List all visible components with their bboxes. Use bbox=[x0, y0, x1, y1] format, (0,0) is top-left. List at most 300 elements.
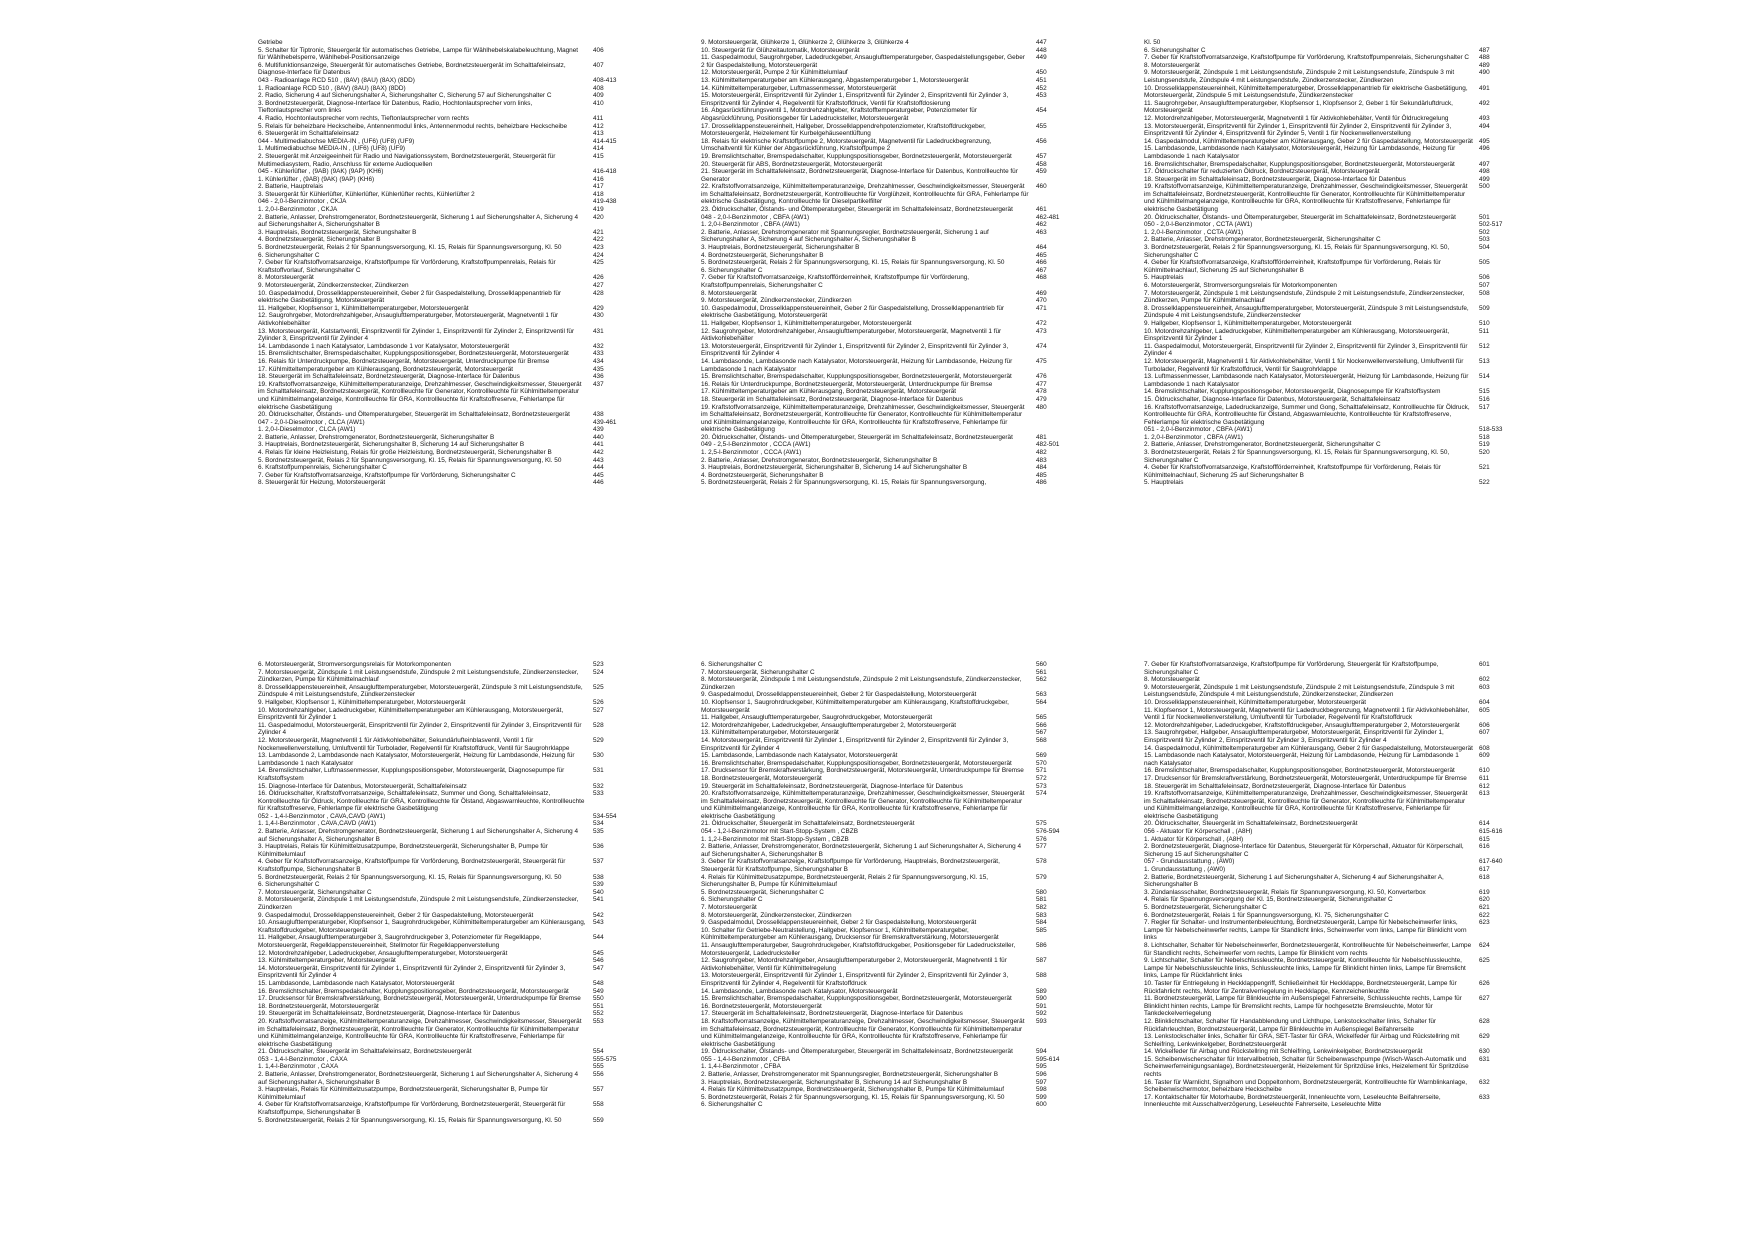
entry-text: 2. Batterie, Anlasser, Drehstromgenerator, Bordnetzsteuergerät, Sicherung 1 auf Sicherungshalter A, Sicherung 4 auf Sicherungshalter A, Sicherungshalter B bbox=[701, 843, 1022, 858]
index-entry bbox=[701, 843, 1070, 858]
entry-text: 11. Klopfsensor 1, Motorsteuergerät, Magnetventil für Ladedruckbegrenzung, Magnetventil 1 für Aktivkohlebehälter, Ventil 1 für Nockenwellenverstellung, Umluftventil für Turbolader, Regelventil für Kraftstoffdruck bbox=[1144, 706, 1470, 722]
entry-page: 427 bbox=[593, 282, 604, 289]
entry-text: 12. Saugrohrgeber, Motordrehzahlgeber, Ansauglufttemperaturgeber 2, Motorsteuergerät, Magnetventil 1 für Aktivkohlebehälter, Ventil für Kühlmittelregelung bbox=[701, 957, 1007, 972]
entry-page: 435 bbox=[593, 365, 604, 373]
index-entry bbox=[258, 328, 627, 343]
index-entry bbox=[258, 934, 627, 949]
entry-text: 057 - Grundausstattung , (AW0) bbox=[1144, 858, 1235, 866]
index-entry bbox=[258, 889, 627, 897]
entry-text: 2. Batterie, Bordnetzsteuergerät, Sicherung 1 auf Sicherungshalter A, Sicherung 4 auf Sicherungshalter A, Sicherungshalter B bbox=[1144, 873, 1444, 889]
entry-text: 21. Steuergerät im Schalttafeleinsatz, Bordnetzsteuergerät, Diagnose-Interface für Datenbus, Kontrollleuchte für Generator bbox=[701, 168, 1018, 183]
index-entry bbox=[258, 85, 627, 93]
index-entry bbox=[701, 85, 1070, 93]
entry-text: 11. Hallgeber, Ansauglufttemperaturgeber, Saugrohrdruckgeber, Motorsteuergerät bbox=[701, 714, 933, 722]
index-entry bbox=[701, 381, 1070, 389]
entry-page: 480 bbox=[1036, 403, 1047, 411]
entry-page: 406 bbox=[593, 46, 604, 54]
entry-text: 051 - 2,0-l-Benzinmotor , CBFA (AW1) bbox=[1144, 426, 1253, 434]
index-entry bbox=[258, 1048, 627, 1056]
index-entry bbox=[258, 229, 627, 237]
entry-text: 3. Bordnetzsteuergerät, Diagnose-Interface für Datenbus, Radio, Hochtonlautsprecher vorn links, Tieftonlautsprecher vorn links bbox=[258, 99, 533, 115]
entry-page: 490 bbox=[1479, 69, 1490, 77]
index-entry bbox=[1144, 995, 1513, 1018]
entry-text: 20. Öldruckschalter, Steuergerät im Schalttafeleinsatz, Bordnetzsteuergerät bbox=[1144, 820, 1358, 828]
index-entry bbox=[1144, 305, 1513, 320]
entry-text: 16. Bremslichtschalter, Bremspedalschalter, Kupplungspositionsgeber, Bordnetzsteuergerät, Motorsteuergerät bbox=[258, 987, 569, 995]
index-entry bbox=[258, 858, 627, 873]
index-entry bbox=[258, 366, 627, 374]
index-entry bbox=[701, 54, 1070, 69]
index-entry bbox=[258, 214, 627, 229]
entry-text: 11. Hallgeber, Ansauglufttemperaturgeber 3, Saugrohrdruckgeber 3, Potenziometer für Regelklappe, Motorsteuergerät, Regelklappensteuereinheit, Stellmotor für Regelklappenverstellung bbox=[258, 934, 542, 949]
entry-text: 10. Drosselklappensteuereinheit, Kühlmitteltemperaturgeber, Drosselklappenantrieb für elektrische Gasbetätigung, Motorsteuergerät, Zündspule 5 mit Leistungsendstufe, Zündkerzenstecker bbox=[1144, 84, 1468, 100]
entry-page: 544 bbox=[593, 934, 604, 942]
index-entry bbox=[701, 760, 1070, 768]
index-entry bbox=[258, 191, 627, 199]
index-entry bbox=[701, 388, 1070, 396]
entry-page: 443 bbox=[593, 456, 604, 464]
entry-text: 14. Gaspedalmodul, Kühlmitteltemperaturgeber am Kühlerausgang, Geber 2 für Gaspedalstellung, Motorsteuergerät bbox=[1144, 744, 1473, 752]
entry-page: 541 bbox=[593, 896, 604, 904]
index-entry bbox=[258, 381, 627, 411]
entry-page: 539 bbox=[593, 881, 604, 889]
entry-page: 609 bbox=[1479, 752, 1490, 760]
entry-page: 548 bbox=[593, 979, 604, 987]
entry-page: 440 bbox=[593, 433, 604, 441]
index-entry bbox=[701, 775, 1070, 783]
entry-text: 8. Motorsteuergerät bbox=[1144, 61, 1200, 69]
index-entry bbox=[1144, 69, 1513, 84]
index-entry bbox=[1144, 479, 1513, 487]
index-entry bbox=[701, 161, 1070, 169]
entry-page: 588 bbox=[1036, 972, 1047, 980]
index-entry bbox=[1144, 47, 1513, 55]
index-entry bbox=[701, 77, 1070, 85]
entry-text: 11. Saugrohrgeber, Ansauglufttemperaturgeber, Klopfsensor 1, Klopfsensor 2, Geber 1 für Sekundärluftdruck, Motorsteuergerät bbox=[1144, 99, 1453, 115]
entry-page: 491 bbox=[1479, 84, 1490, 92]
index-entry bbox=[1144, 259, 1513, 274]
entry-text: 10. Ansauglufttemperaturgeber, Klopfsensor 1, Saugrohrdruckgeber, Kühlmitteltemperaturgeber am Kühlerausgang, Kraftstoffdruckgeber, Motorsteuergerät bbox=[258, 919, 586, 934]
entry-text: 12. Saugrohrgeber, Motordrehzahlgeber, Ansauglufttemperaturgeber, Motorsteuergerät, Magnetventil 1 für Aktivkohlebehälter bbox=[258, 312, 559, 327]
entry-text: 6. Sicherungshalter C bbox=[701, 661, 763, 668]
entry-page: 624 bbox=[1479, 941, 1490, 949]
entry-page: 467 bbox=[1036, 266, 1047, 274]
entry-text: 7. Motorsteuergerät, Sicherungshalter C bbox=[258, 888, 372, 896]
index-entry bbox=[1144, 320, 1513, 328]
index-entry bbox=[1144, 1048, 1513, 1056]
entry-text: 1. 1,4-l-Benzinmotor , CAXA bbox=[258, 1063, 339, 1071]
entry-page: 555 bbox=[593, 1063, 604, 1071]
entry-text: 5. Bordnetzsteuergerät, Relais 2 für Spannungsversorgung, Kl. 15, Relais für Spannungsversorgung, Kl. 50 bbox=[258, 456, 562, 464]
entry-text: 20. Öldruckschalter, Ölstands- und Öltemperaturgeber, Steuergerät im Schalttafeleinsatz, Bordnetzsteuergerät bbox=[258, 411, 570, 419]
index-entry bbox=[258, 820, 627, 828]
entry-text: 5. Bordnetzsteuergerät, Sicherungshalter C bbox=[1144, 904, 1267, 911]
entry-text: 10. Taster für Entriegelung in Heckklappengriff, Schließeinheit für Heckklappe, Bordnetzsteuergerät, Lampe für Rückfahrlicht rechts, Motor für Zentralverriegelung in Heckklappe, Kennzeichenleuchte bbox=[1144, 979, 1457, 995]
entry-text: 10. Steuergerät für Glühzeitautomatik, Motorsteuergerät bbox=[701, 46, 860, 54]
index-entry bbox=[258, 312, 627, 327]
entry-text: 9. Motorsteuergerät, Glühkerze 1, Glühkerze 2, Glühkerze 3, Glühkerze 4 bbox=[701, 39, 909, 46]
entry-text: 14. Motorsteuergerät, Einspritzventil für Zylinder 1, Einspritzventil für Zylinder 2, Einspritzventil für Zylinder 3, Einspritzventil für Zylinder 4 bbox=[258, 964, 566, 980]
entry-page: 551 bbox=[593, 1002, 604, 1010]
index-entry bbox=[258, 783, 627, 791]
entry-text: 046 - 2,0-l-Benzinmotor , CKJA bbox=[258, 198, 347, 206]
index-entry bbox=[701, 1018, 1070, 1048]
index-entry bbox=[701, 691, 1070, 699]
entry-page: 466 bbox=[1036, 259, 1047, 267]
index-entry bbox=[258, 244, 627, 252]
entry-page: 587 bbox=[1036, 957, 1047, 965]
entry-text: 047 - 2,0-l-Dieselmotor , CLCA (AW1) bbox=[258, 418, 365, 426]
entry-text: 2. Batterie, Anlasser, Drehstromgenerator mit Spannungsregler, Bordnetzsteuergerät, Sicherung 1 auf Sicherungshalter A, Sicherung 4 auf Sicherungshalter A, Sicherungshalter B bbox=[701, 228, 989, 244]
index-entry bbox=[701, 183, 1070, 206]
entry-text: 19. Öldruckschalter, Ölstands- und Öltemperaturgeber, Steuergerät im Schalttafeleinsatz, Bordnetzsteuergerät bbox=[701, 1048, 1013, 1056]
entry-text: 3. Steuergerät für Kühlerlüfter, Kühlerlüfter, Kühlerlüfter rechts, Kühlerlüfter 2 bbox=[258, 190, 475, 198]
entry-page: 433 bbox=[593, 350, 604, 358]
entry-text: 16. Abgasrückführungsventil 1, Motordrehzahlgeber, Kraftstofftemperaturgeber, Potenziometer für Abgasrückführung, Positionsgeber für Ladedrucksteller, Motorsteuergerät bbox=[701, 107, 977, 122]
entry-page: 621 bbox=[1479, 904, 1490, 911]
entry-text: 1. 1,4-l-Benzinmotor , CAVA,CAVD (AW1) bbox=[258, 820, 377, 828]
entry-text: 3. Geber für Kraftstoffvorratsanzeige, Kraftstoffpumpe für Vorförderung, Hauptrelais, Bordnetzsteuergerät, Steuergerät für Kraftstoffpumpe, Sicherungshalter B bbox=[701, 858, 1000, 874]
entry-page: 493 bbox=[1479, 114, 1490, 122]
entry-text: 5. Bordnetzsteuergerät, Relais 2 für Spannungsversorgung, Kl. 15, Relais für Spannungsversorgung, Kl. 50 bbox=[258, 1116, 562, 1124]
entry-text: 15. Bremslichtschalter, Bremspedalschalter, Kupplungspositionsgeber, Bordnetzsteuergerät, Motorsteuergerät bbox=[701, 995, 1012, 1003]
entry-text: 4. Relais für Kühlmittelzusatzpumpe, Bordnetzsteuergerät, Sicherungshalter B, Pumpe für Kühlmittelumlauf bbox=[701, 1086, 1004, 1094]
entry-page: 496 bbox=[1479, 145, 1490, 153]
index-entry bbox=[1144, 729, 1513, 744]
entry-page: 516 bbox=[1479, 395, 1490, 403]
index-entry bbox=[701, 676, 1070, 691]
entry-text: 13. Kühlmitteltemperaturgeber, Motorsteuergerät bbox=[701, 729, 839, 737]
entry-text: 12. Saugrohrgeber, Motordrehzahlgeber, Ansauglufttemperaturgeber, Motorsteuergerät, Magnetventil 1 für Aktivkohlebehälter bbox=[701, 327, 1002, 343]
entry-page: 460 bbox=[1036, 183, 1047, 191]
index-entry bbox=[701, 123, 1070, 138]
entry-text: 20. Öldruckschalter, Ölstands- und Öltemperaturgeber, Steuergerät im Schalttafeleinsatz, Bordnetzsteuergerät bbox=[1144, 213, 1456, 221]
index-entry bbox=[1144, 912, 1513, 920]
index-entry bbox=[701, 942, 1070, 957]
index-entry bbox=[258, 426, 627, 434]
index-entry bbox=[258, 722, 627, 737]
entry-text: 13. Motorsteuergerät, Einspritzventil für Zylinder 1, Einspritzventil für Zylinder 2, Einspritzventil für Zylinder 3, Einspritzventil für Zylinder 4 bbox=[701, 342, 1009, 358]
entry-page: 633 bbox=[1479, 1093, 1490, 1101]
entry-page: 538 bbox=[593, 873, 604, 881]
index-entry bbox=[701, 1056, 1070, 1064]
index-entry bbox=[701, 434, 1070, 442]
entry-text: 15. Bremslichtschalter, Bremspedalschalter, Kupplungspositionsgeber, Bordnetzsteuergerät, Motorsteuergerät bbox=[258, 350, 569, 358]
entry-text: 5. Hauptrelais bbox=[1144, 274, 1184, 282]
entry-page: 520 bbox=[1479, 449, 1490, 457]
index-entry bbox=[1144, 343, 1513, 358]
entry-page: 492 bbox=[1479, 99, 1490, 107]
entry-page: 529 bbox=[593, 736, 604, 744]
entry-text: 20. Steuergerät für ABS, Bordnetzsteuergerät, Motorsteuergerät bbox=[701, 160, 883, 168]
entry-text: 6. Sicherungshalter C bbox=[258, 251, 320, 259]
entry-page: 631 bbox=[1479, 1055, 1490, 1063]
entry-page: 545 bbox=[593, 949, 604, 957]
index-entry bbox=[258, 980, 627, 988]
entry-page: 411 bbox=[593, 114, 604, 122]
entry-text: 9. Gaspedalmodul, Drosselklappensteuereinheit, Geber 2 für Gaspedalstellung, Motorsteuergerät bbox=[701, 919, 977, 927]
index-entry bbox=[1144, 699, 1513, 707]
index-entry bbox=[1144, 1079, 1513, 1094]
index-entry bbox=[1144, 767, 1513, 775]
entry-text: 8. Lichtschalter, Schalter für Nebelscheinwerfer, Bordnetzsteuergerät, Kontrollleuchte für Nebelscheinwerfer, Lampe für Standlicht rechts, Scheinwerfer vorn rechts, Lampe für Blinklicht vorn rechts bbox=[1144, 941, 1472, 957]
index-entry bbox=[1144, 775, 1513, 783]
entry-text: 4. Geber für Kraftstoffvorratsanzeige, Kraftstoffpumpe für Vorförderung, Bordnetzsteuergerät, Steuergerät für Kraftstoffpumpe, Sicherungshalter B bbox=[258, 1101, 566, 1117]
entry-page: 414 bbox=[593, 145, 604, 153]
entry-text: 15. Scheibenwischerschalter für Intervallbetrieb, Schalter für Scheibenwaschpumpe (Wisch-Wasch-Automatik und Scheinwerferreinigungsanlage), Bordnetzsteuergerät, Heizelement für Spritzdüse links, Heizelement für Spritzdüse rechts bbox=[1144, 1055, 1469, 1079]
entry-text: 7. Regler für Schalter- und Instrumentenbeleuchtung, Bordnetzsteuergerät, Lampe für Nebelscheinwerfer links, Lampe für Nebelscheinwerfer rechts, Lampe für Standlicht links, Scheinwerfer vorn links, Lampe für Blinklicht vorn links bbox=[1144, 919, 1467, 942]
entry-text: 10. Drosselklappensteuereinheit, Kühlmitteltemperaturgeber, Motorsteuergerät bbox=[1144, 698, 1367, 706]
entry-text: 15. Lambdasonde, Lambdasonde nach Katalysator, Motorsteuergerät bbox=[701, 752, 898, 760]
entry-text: 045 - Kühlerlüfter , (9AB) (9AK) (9AP) (KH6) bbox=[258, 168, 384, 176]
entry-text: 6. Motorsteuergerät, Stromversorgungsrelais für Motorkomponenten bbox=[258, 661, 451, 668]
entry-page: 534-554 bbox=[593, 812, 617, 820]
index-entry bbox=[258, 100, 627, 115]
entry-text: 15. Lambdasonde, Lambdasonde nach Katalysator, Motorsteuergerät bbox=[258, 979, 455, 987]
index-entry bbox=[1144, 858, 1513, 866]
entry-text: 13. Motorsteuergerät, Einspritzventil für Zylinder 1, Einspritzventil für Zylinder 2, Einspritzventil für Zylinder 3, Einspritzventil für Zylinder 4, Regelventil für Kraftstoffdruck bbox=[701, 972, 1009, 987]
entry-page: 620 bbox=[1479, 896, 1490, 904]
index-entry bbox=[701, 1079, 1070, 1087]
index-entry bbox=[701, 153, 1070, 161]
index-entry bbox=[1144, 168, 1513, 176]
entry-text: 1. Multimediabuchse MEDIA-IN , (UF6) (UF8) (UF9) bbox=[258, 145, 406, 153]
entry-page: 473 bbox=[1036, 327, 1047, 335]
entry-page: 413 bbox=[593, 130, 604, 138]
index-entry bbox=[701, 858, 1070, 873]
index-entry bbox=[258, 145, 627, 153]
index-entry bbox=[701, 699, 1070, 714]
entry-text: 056 - Aktuator für Körperschall , (A8H) bbox=[1144, 828, 1253, 836]
entry-page: 579 bbox=[1036, 873, 1047, 881]
entry-text: 13. Lenkstockschalter links, Schalter für GRA, SET-Taster für GRA, Wickelfeder für Airbag und Rückstellring mit Schleifring, Lenkwinkelgeber, Bordnetzsteuergerät bbox=[1144, 1033, 1460, 1048]
entry-text: 8. Motorsteuergerät bbox=[258, 274, 314, 282]
entry-text: 11. Hallgeber, Klopfsensor 1, Kühlmitteltemperaturgeber, Motorsteuergerät bbox=[258, 304, 469, 312]
index-entry bbox=[258, 62, 627, 77]
index-entry bbox=[701, 320, 1070, 328]
entry-page: 489 bbox=[1479, 61, 1490, 69]
entry-page: 566 bbox=[1036, 721, 1047, 729]
entry-page: 414-415 bbox=[593, 137, 617, 145]
entry-page: 542 bbox=[593, 911, 604, 919]
entry-page: 576 bbox=[1036, 835, 1047, 843]
entry-page: 508 bbox=[1479, 289, 1490, 297]
index-entry bbox=[1144, 123, 1513, 138]
index-entry bbox=[258, 449, 627, 457]
entry-page: 446 bbox=[593, 479, 604, 487]
entry-page: 557 bbox=[593, 1086, 604, 1094]
entry-text: 14. Wickelfeder für Airbag und Rückstellring mit Schleifring, Lenkwinkelgeber, Bordnetzsteuergerät bbox=[1144, 1048, 1423, 1056]
entry-page: 518-533 bbox=[1479, 426, 1503, 434]
index-entry bbox=[701, 457, 1070, 465]
entry-page: 584 bbox=[1036, 919, 1047, 927]
index-entry bbox=[701, 988, 1070, 996]
index-entry bbox=[1144, 889, 1513, 897]
index-entry bbox=[1144, 426, 1513, 434]
entry-text: 12. Motorsteuergerät, Magnetventil 1 für Aktivkohlebehälter, Sekundärlufteinblasventil, Ventil 1 für Nockenwellenverstellung, Umluftventil für Turbolader, Regelventil für Kraftstoffdruck, Ventil für Saugrohrklappe bbox=[258, 736, 570, 752]
index-entry bbox=[1144, 874, 1513, 889]
entry-text: 7. Motorsteuergerät bbox=[701, 904, 757, 911]
index-entry bbox=[701, 661, 1070, 669]
index-entry bbox=[701, 343, 1070, 358]
entry-page: 586 bbox=[1036, 941, 1047, 949]
index-entry bbox=[258, 699, 627, 707]
entry-page: 532 bbox=[593, 782, 604, 790]
entry-page: 469 bbox=[1036, 289, 1047, 297]
entry-text: Kl. 50 bbox=[1144, 39, 1161, 46]
index-entry bbox=[1144, 404, 1513, 427]
entry-page: 590 bbox=[1036, 995, 1047, 1003]
index-entry bbox=[1144, 684, 1513, 699]
entry-page: 484 bbox=[1036, 464, 1047, 472]
index-entry bbox=[258, 1018, 627, 1048]
index-entry bbox=[258, 282, 627, 290]
entry-page: 426 bbox=[593, 274, 604, 282]
index-entry bbox=[258, 198, 627, 206]
index-entry bbox=[1144, 138, 1513, 146]
entry-page: 462 bbox=[1036, 221, 1047, 229]
index-entry bbox=[701, 358, 1070, 373]
entry-text: 11. Gaspedalmodul, Motorsteuergerät, Einspritzventil für Zylinder 2, Einspritzventil für Zylinder 3, Einspritzventil für Zylinder 4 bbox=[1144, 342, 1468, 358]
entry-text: 3. Hauptrelais, Bordnetzsteuergerät, Sicherungshalter B, Sicherung 14 auf Sicherungshalter B bbox=[701, 1078, 968, 1086]
entry-text: 15. Öldruckschalter, Diagnose-Interface für Datenbus, Motorsteuergerät, Schalttafeleinsatz bbox=[1144, 395, 1401, 403]
entry-page: 595 bbox=[1036, 1063, 1047, 1071]
entry-page: 552 bbox=[593, 1010, 604, 1018]
index-entry bbox=[258, 813, 627, 821]
entry-page: 610 bbox=[1479, 767, 1490, 775]
entry-page: 572 bbox=[1036, 774, 1047, 782]
index-entry bbox=[701, 1010, 1070, 1018]
index-entry bbox=[258, 950, 627, 958]
entry-text: 3. Hauptrelais, Relais für Kühlmittelzusatzpumpe, Bordnetzsteuergerät, Sicherungshalter B, Pumpe für Kühlmittelumlauf bbox=[258, 843, 548, 858]
index-entry bbox=[1144, 221, 1513, 229]
entry-page: 556 bbox=[593, 1071, 604, 1079]
entry-text: Getriebe bbox=[258, 39, 283, 46]
index-entry bbox=[258, 669, 627, 684]
entry-page: 619 bbox=[1479, 888, 1490, 896]
entry-text: 16. Bordnetzsteuergerät, Motorsteuergerät bbox=[701, 1002, 822, 1010]
entry-text: 4. Relais für Kühlmittelzusatzpumpe, Bordnetzsteuergerät, Relais 2 für Spannungsversorgung, Kl. 15, Sicherungshalter B, Pumpe für Kühlmittelumlauf bbox=[701, 873, 989, 889]
entry-page: 568 bbox=[1036, 736, 1047, 744]
index-entry bbox=[701, 737, 1070, 752]
index-entry bbox=[701, 1063, 1070, 1071]
entry-page: 479 bbox=[1036, 395, 1047, 403]
index-entry bbox=[258, 290, 627, 305]
entry-text: 5. Bordnetzsteuergerät, Sicherungshalter C bbox=[701, 888, 824, 896]
index-entry bbox=[701, 1094, 1070, 1102]
index-entry bbox=[1144, 358, 1513, 373]
entry-page: 575 bbox=[1036, 820, 1047, 828]
entry-text: 7. Motorsteuergerät, Zündspule 1 mit Leistungsendstufe, Zündspule 2 mit Leistungsendstufe, Zündkerzenstecker, Zündkerzen, Pumpe für Kühlmittelnachlauf bbox=[1144, 289, 1465, 305]
index-entry bbox=[258, 176, 627, 184]
index-entry bbox=[701, 328, 1070, 343]
entry-page: 531 bbox=[593, 767, 604, 775]
entry-page: 592 bbox=[1036, 1010, 1047, 1018]
entry-page: 449 bbox=[1036, 54, 1047, 62]
index-entry bbox=[701, 752, 1070, 760]
index-entry bbox=[701, 206, 1070, 214]
entry-text: 19. Kraftstoffvorratsanzeige, Kühlmitteltemperaturanzeige, Drehzahlmesser, Geschwindigkeitsmesser, Steuergerät im Schalttafeleinsatz, Bordnetzsteuergerät, Kontrollleuchte für Generator, Kontrollleuchte für Kühlmitteltemperatur und Kühlmittelmangelanzeige, Kontrollleuchte für GRA, Kontrollleuchte für Kraftstoffreserve, Fehlerlampe für elektrische Gasbetätigung bbox=[1144, 183, 1468, 214]
entry-page: 410 bbox=[593, 99, 604, 107]
entry-text: 13. Motorsteuergerät, Einspritzventil für Zylinder 1, Einspritzventil für Zylinder 2, Einspritzventil für Zylinder 3, Einspritzventil für Zylinder 4, Einspritzventil für Zylinder 5, Ventil 1 für Nockenwellenverstellung bbox=[1144, 122, 1452, 138]
index-entry bbox=[258, 881, 627, 889]
entry-text: 12. Motorsteuergerät, Pumpe 2 für Kühlmittelumlauf bbox=[701, 69, 848, 77]
entry-page: 429 bbox=[593, 304, 604, 312]
entry-text: 1. Grundausstattung , (AW0) bbox=[1144, 866, 1226, 874]
index-entry bbox=[1144, 745, 1513, 753]
index-entry bbox=[701, 1086, 1070, 1094]
entry-text: 1. 2,5-l-Benzinmotor , CCCA (AW1) bbox=[701, 449, 802, 457]
index-entry bbox=[258, 912, 627, 920]
index-entry bbox=[701, 479, 1070, 487]
entry-text: 12. Motordrehzahlgeber, Ladedruckgeber, Kraftstoffdruckgeber, Ansauglufttemperaturgeber 2, Motorsteuergerät bbox=[1144, 721, 1460, 729]
entry-page: 499 bbox=[1479, 175, 1490, 183]
entry-text: 13. Saugrohrgeber, Hallgeber, Ansauglufttemperaturgeber, Motorsteuergerät, Einspritzventil für Zylinder 1, Einspritzventil für Zylinder 2, Einspritzventil für Zylinder 3, Einspritzventil für Zylinder 4 bbox=[1144, 729, 1444, 744]
entry-page: 419-438 bbox=[593, 198, 617, 206]
index-entry bbox=[701, 259, 1070, 267]
entry-text: 19. Kraftstoffvorratsanzeige, Kühlmitteltemperaturanzeige, Drehzahlmesser, Geschwindigkeitsmesser, Steuergerät im Schalttafeleinsatz, Bordnetzsteuergerät, Kontrollleuchte für Generator, Kontrollleuchte für Kühlmitteltemperatur und Kühlmittelmangelanzeige, Kontrollleuchte für GRA, Kontrollleuchte für Kraftstoffreserve, Fehlerlampe für elektrische Gasbetätigung bbox=[258, 380, 582, 411]
entry-text: 6. Sicherungshalter C bbox=[701, 896, 763, 904]
entry-text: 5. Schalter für Tiptronic, Steuergerät für automatisches Getriebe, Lampe für Wählhebelskalabeleuchtung, Magnet für Wählhebelsperre, Wählhebel-Positionsanzeige bbox=[258, 46, 579, 62]
entry-text: 16. Bremslichtschalter, Bremspedalschalter, Kupplungspositionsgeber, Bordnetzsteuergerät, Motorsteuergerät bbox=[1144, 160, 1455, 168]
entry-page: 549 bbox=[593, 987, 604, 995]
index-entry bbox=[701, 828, 1070, 836]
index-entry bbox=[258, 464, 627, 472]
index-entry bbox=[701, 714, 1070, 722]
entry-text: 8. Drosselklappensteuereinheit, Ansauglufttemperaturgeber, Motorsteuergerät, Zündspule 3 mit Leistungsendstufe, Zündspule 4 mit Leistungsendstufe, Zündkerzenstecker bbox=[1144, 304, 1469, 320]
entry-text: 2. Batterie, Anlasser, Drehstromgenerator, Bordnetzsteuergerät, Sicherungshalter C bbox=[1144, 236, 1381, 244]
entry-text: 8. Drosselklappensteuereinheit, Ansauglufttemperaturgeber, Motorsteuergerät, Zündspule 3 mit Leistungsendstufe, Zündspule 4 mit Leistungsendstufe, Zündkerzenstecker bbox=[258, 683, 583, 699]
entry-text: 5. Relais für beheizbare Heckscheibe, Antennenmodul links, Antennenmodul rechts, beheizbare Heckscheibe bbox=[258, 122, 568, 130]
entry-text: 17. Drucksensor für Bremskraftverstärkung, Bordnetzsteuergerät, Motorsteuergerät, Unterdruckpumpe für Bremse bbox=[1144, 774, 1467, 782]
entry-text: 6. Sicherungshalter C bbox=[701, 1101, 763, 1109]
entry-page: 576-594 bbox=[1036, 828, 1060, 836]
entry-page: 422 bbox=[593, 236, 604, 244]
entry-text: 4. Geber für Kraftstoffvorratsanzeige, Kraftstoffpumpe für Vorförderung, Bordnetzsteuergerät, Steuergerät für Kraftstoffpumpe, Sicherungshalter B bbox=[258, 858, 566, 874]
entry-page: 409 bbox=[593, 92, 604, 100]
entry-page: 495 bbox=[1479, 137, 1490, 145]
entry-text: 7. Geber für Kraftstoffvorratsanzeige, Kraftstoffpumpe für Vorförderung, Steuergerät für Kraftstoffpumpe, Sicherungshalter C bbox=[1144, 661, 1439, 676]
entry-page: 600 bbox=[1036, 1101, 1047, 1109]
entry-text: 15. Bremslichtschalter, Bremspedalschalter, Kupplungspositionsgeber, Bordnetzsteuergerät, Motorsteuergerät bbox=[701, 373, 1012, 381]
index-entry bbox=[701, 722, 1070, 730]
index-entry bbox=[258, 752, 627, 767]
index-entry bbox=[258, 274, 627, 282]
index-entry bbox=[258, 988, 627, 996]
entry-text: 9. Motorsteuergerät, Zündspule 1 mit Leistungsendstufe, Zündspule 2 mit Leistungsendstufe, Zündspule 3 mit Leistungsendstufe, Zündspule 4 mit Leistungsendstufe, Zündkerzenstecker, Zündkerzen bbox=[1144, 683, 1455, 699]
entry-text: 10. Gaspedalmodul, Drosselklappensteuereinheit, Geber 2 für Gaspedalstellung, Drosselklappenantrieb für elektrische Gasbetätigung, Motorsteuergerät bbox=[701, 304, 1005, 320]
entry-page: 614 bbox=[1479, 820, 1490, 828]
index-entry bbox=[701, 912, 1070, 920]
entry-page: 442 bbox=[593, 449, 604, 457]
entry-text: 16. Relais für Unterdruckpumpe, Bordnetzsteuergerät, Motorsteuergerät, Unterdruckpumpe für Bremse bbox=[701, 380, 993, 388]
index-entry bbox=[1144, 100, 1513, 115]
entry-text: 9. Hallgeber, Klopfsensor 1, Kühlmitteltemperaturgeber, Motorsteuergerät bbox=[258, 698, 466, 706]
index-entry bbox=[258, 843, 627, 858]
entry-text: 1. 2,0-l-Benzinmotor , CBFA (AW1) bbox=[701, 221, 800, 229]
index-entry bbox=[1144, 836, 1513, 844]
index-entry bbox=[258, 1063, 627, 1071]
index-entry bbox=[1144, 214, 1513, 222]
entry-text: 4. Bordnetzsteuergerät, Sicherungshalter B bbox=[258, 236, 381, 244]
entry-page: 475 bbox=[1036, 357, 1047, 365]
index-entry bbox=[701, 297, 1070, 305]
index-entry bbox=[1144, 957, 1513, 980]
index-entry bbox=[1144, 183, 1513, 213]
entry-text: 2. Bordnetzsteuergerät, Diagnose-Interface für Datenbus, Steuergerät für Körperschall, Aktuator für Körperschall, Sicherung 15 auf Sicherungshalter C bbox=[1144, 843, 1464, 858]
entry-text: 1. 2,0-l-Benzinmotor , CBFA (AW1) bbox=[1144, 433, 1243, 441]
entry-text: 043 - Radioanlage RCD 510 , (8AV) (8AU) (8AX) (8DD) bbox=[258, 76, 415, 84]
